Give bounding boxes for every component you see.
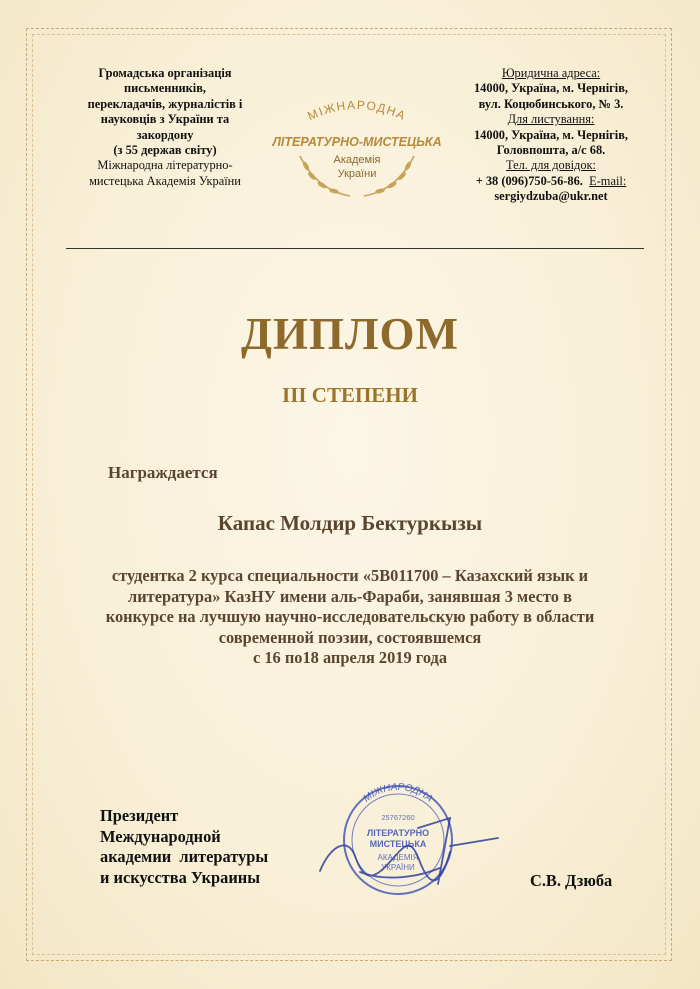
mail-address-line: 14000, Україна, м. Чернігів,	[473, 127, 628, 142]
signatory-line: и искусства Украины	[100, 867, 261, 887]
organization-info	[60, 66, 270, 189]
mail-address-line: Головпошта, а/с 68.	[496, 143, 606, 158]
seal-stamp	[300, 776, 500, 906]
header-divider	[66, 248, 644, 249]
org-line: перекладачів, журналістів і	[87, 96, 243, 111]
phone-email-line	[436, 174, 666, 189]
seal-top-text: МІЖНАРОДНА	[361, 781, 435, 805]
award-intro: Награждается	[108, 463, 218, 482]
org-line: (з 55 держав світу)	[113, 143, 217, 158]
contact-info	[436, 66, 666, 205]
logo-arc-text: МІЖНАРОДНА	[305, 97, 409, 124]
seal-mid-2: МИСТЕЦЬКА	[369, 839, 427, 849]
org-line: письменників,	[123, 81, 207, 96]
diploma-title: ДИПЛОМ	[241, 309, 459, 359]
seal-mid-1: ЛІТЕРАТУРНО	[366, 828, 430, 838]
email-address: sergiydzuba@ukr.net	[494, 189, 608, 204]
org-line: Міжнародна літературно-	[97, 158, 233, 173]
org-line: науковців з України та	[100, 112, 230, 127]
diploma-degree: III СТЕПЕНИ	[282, 383, 418, 407]
signatory-line: академии литературы	[100, 847, 269, 866]
signatory-line: Президент	[100, 806, 179, 825]
org-line: закордону	[136, 127, 194, 142]
citation-line: конкурсе на лучшую научно-исследовательскую работу в области	[105, 607, 595, 626]
phone-label: Тел. для довідок:	[505, 158, 596, 173]
legal-address-line: вул. Коцюбинського, № 3.	[478, 96, 624, 111]
logo-banner-text: ЛІТЕРАТУРНО-МИСТЕЦЬКА	[272, 135, 442, 149]
citation-line: студентка 2 курса специальности «5В011700 – Казахский язык и	[111, 566, 589, 585]
signatory-line: Международной	[100, 826, 221, 846]
seal-code: 25767260	[381, 813, 415, 822]
citation-line: с 16 по18 апреля 2019 года	[252, 648, 448, 667]
legal-address-line: 14000, Україна, м. Чернігів,	[473, 81, 628, 96]
academy-logo	[272, 90, 442, 200]
signatory-name: С.В. Дзюба	[530, 871, 613, 890]
recipient-name: Капас Молдир Бектуркызы	[217, 511, 483, 535]
citation-line: литература» КазНУ имени аль-Фараби, занявшая 3 место в	[128, 586, 572, 606]
citation-line: современной поэзии, состоявшемся	[218, 627, 482, 647]
phone-number: + 38 (096)750-56-86.	[475, 173, 583, 188]
logo-line-2: України	[337, 168, 377, 180]
mail-address-label: Для листування:	[507, 112, 595, 127]
email-label: E-mail:	[589, 173, 627, 188]
seal-bottom-1: АКАДЕМІЯ	[377, 853, 419, 862]
seal-bottom-2: УКРАЇНИ	[381, 863, 415, 872]
logo-line-1: Академія	[333, 154, 381, 166]
org-line: мистецька Академія України	[89, 173, 241, 188]
signatory-title	[100, 806, 268, 888]
org-line: Громадська організація	[98, 66, 232, 80]
legal-address-label: Юридична адреса:	[501, 66, 601, 80]
svg-text:МІЖНАРОДНА	[305, 98, 408, 123]
citation	[60, 566, 640, 669]
